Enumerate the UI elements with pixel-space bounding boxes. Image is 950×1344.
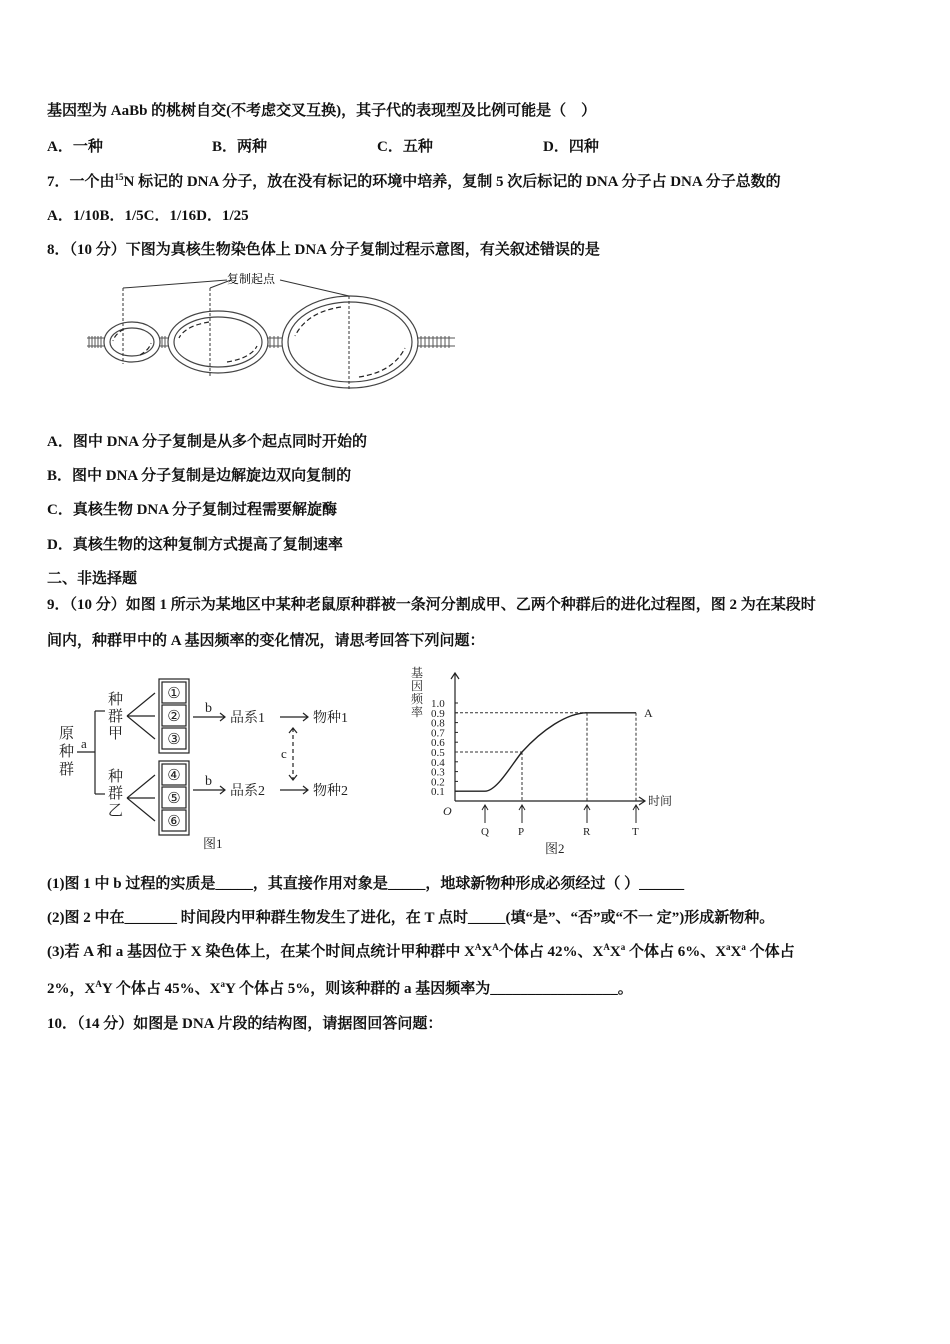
q8-option-b[interactable]: B．图中 DNA 分子复制是边解旋边双向复制的 bbox=[47, 468, 352, 484]
q8-option-d[interactable]: D．真核生物的这种复制方式提高了复制速率 bbox=[47, 537, 343, 553]
q9-sub1: (1)图 1 中 b 过程的实质是_____，其直接作用对象是_____，地球新物种形成必须经过（ ）______ bbox=[47, 876, 685, 892]
q9-stem-line1: 9．（10 分）如图 1 所示为某地区中某种老鼠原种群被一条河分割成甲、乙两个种群后的进化过程图，图 2 为在某段时 bbox=[47, 597, 816, 613]
q10-stem: 10．（14 分）如图是 DNA 片段的结构图，请据图回答问题： bbox=[47, 1016, 443, 1032]
pop-b-char-2: 群 bbox=[108, 786, 124, 802]
y-label-char: 率 bbox=[411, 705, 424, 719]
y-tick-label: 0.9 bbox=[431, 707, 445, 720]
y-tick-label: 0.2 bbox=[431, 776, 445, 789]
y-tick-label: 0.1 bbox=[431, 786, 445, 799]
series-a-label: A bbox=[644, 705, 653, 720]
strain-1: 品系1 bbox=[230, 711, 265, 726]
new-strands bbox=[113, 307, 405, 377]
q6-option-d[interactable]: D．四种 bbox=[543, 139, 599, 155]
q6-option-b[interactable]: B．两种 bbox=[212, 139, 268, 155]
strain-2: 品系2 bbox=[230, 784, 265, 799]
y-tick-label: 0.8 bbox=[431, 717, 445, 730]
dna-replication-figure bbox=[75, 266, 465, 406]
c-arrow bbox=[289, 728, 297, 780]
y-label-char: 基 bbox=[411, 666, 424, 680]
x-point-label: T bbox=[632, 826, 639, 838]
x-axis-label: 时间 bbox=[648, 794, 673, 808]
pop-a-char-3: 甲 bbox=[108, 726, 124, 742]
y-label-char: 因 bbox=[411, 679, 424, 693]
pop-a-char-2: 群 bbox=[108, 709, 124, 725]
q9-sub3-cont: 2%，$X^AY$ 个体占 45%、$X^aY$ 个体占 5%，则该种群的 a 基因频率为_________________。 bbox=[47, 979, 633, 997]
evolution-figure-1 bbox=[55, 676, 375, 856]
num-5: ⑤ bbox=[167, 791, 181, 807]
num-6: ⑥ bbox=[167, 814, 181, 830]
gene-frequency-chart bbox=[405, 663, 695, 858]
q9-sub2: (2)图 2 中在_______ 时间段内甲种群生物发生了进化，在 T 点时_____(填“是”、“否”或“不一 定”)形成新物种。 bbox=[47, 910, 775, 926]
q6-option-c[interactable]: C．五种 bbox=[377, 139, 433, 155]
num-3: ③ bbox=[167, 732, 181, 748]
dna-hatch bbox=[87, 336, 455, 348]
origin-char-3: 群 bbox=[59, 762, 75, 778]
label-c: c bbox=[281, 746, 287, 761]
pop-b-char-1: 种 bbox=[108, 769, 124, 785]
pop-a-char-1: 种 bbox=[108, 692, 124, 708]
num-4: ④ bbox=[167, 768, 181, 784]
x-point-label: R bbox=[583, 826, 591, 838]
label-b-2: b bbox=[205, 774, 212, 789]
q8-stem: 8．（10 分）下图为真核生物染色体上 DNA 分子复制过程示意图，有关叙述错误的是 bbox=[47, 242, 600, 258]
y-tick-label: 1.0 bbox=[431, 698, 445, 710]
q9-sub3: (3)若 A 和 a 基因位于 X 染色体上，在某个时间点统计甲种群中 $X^AX^A$个体占 42%、$X^AX^a$ 个体占 6%、$X^aX^a$ 个体占 bbox=[47, 942, 795, 960]
y-label-char: 频 bbox=[411, 692, 424, 706]
chart-axes bbox=[451, 673, 645, 805]
x-point-label: Q bbox=[481, 826, 489, 838]
q6-option-a[interactable]: A．一种 bbox=[47, 139, 103, 155]
y-tick-label: 0.6 bbox=[431, 737, 445, 750]
q8-option-c[interactable]: C．真核生物 DNA 分子复制过程需要解旋酶 bbox=[47, 502, 338, 518]
origin-char-2: 种 bbox=[59, 744, 75, 760]
bracket-a bbox=[77, 711, 105, 794]
q7-stem: 7．一个由$^{15}$N 标记的 DNA 分子，放在没有标记的环境中培养，复制 5 次后标记的 DNA 分子占 DNA 分子总数的 bbox=[47, 172, 781, 190]
q6-stem: 基因型为 AaBb 的桃树自交(不考虑交叉互换)，其子代的表现型及比例可能是（ ） bbox=[47, 103, 597, 119]
section-heading: 二、非选择题 bbox=[47, 571, 138, 587]
y-tick-label: 0.5 bbox=[431, 747, 445, 759]
y-tick-label: 0.4 bbox=[431, 756, 445, 769]
figure-2-caption: 图2 bbox=[545, 841, 565, 856]
label-a: a bbox=[81, 736, 87, 751]
label-b-1: b bbox=[205, 701, 212, 716]
pop-arrows bbox=[127, 693, 155, 821]
figure-1-caption: 图1 bbox=[203, 836, 223, 851]
origin-label: 复制起点 bbox=[227, 272, 276, 286]
q9-stem-line2: 间内，种群甲中的 A 基因频率的变化情况，请思考回答下列问题： bbox=[47, 633, 485, 649]
origin-char-1: 原 bbox=[59, 726, 75, 742]
num-1: ① bbox=[167, 686, 181, 702]
y-tick-label: 0.7 bbox=[431, 727, 445, 740]
x-point-label: P bbox=[518, 826, 525, 838]
y-tick-label: 0.3 bbox=[431, 766, 445, 779]
q8-option-a[interactable]: A．图中 DNA 分子复制是从多个起点同时开始的 bbox=[47, 434, 368, 450]
species-1: 物种1 bbox=[313, 711, 348, 726]
num-2: ② bbox=[167, 709, 181, 725]
species-2: 物种2 bbox=[313, 784, 348, 799]
q7-options[interactable]: A．1/10B．1/5C．1/16D．1/25 bbox=[47, 208, 249, 224]
origin-label-o: O bbox=[443, 804, 452, 818]
number-boxes bbox=[159, 679, 189, 835]
pop-b-char-3: 乙 bbox=[108, 803, 124, 819]
